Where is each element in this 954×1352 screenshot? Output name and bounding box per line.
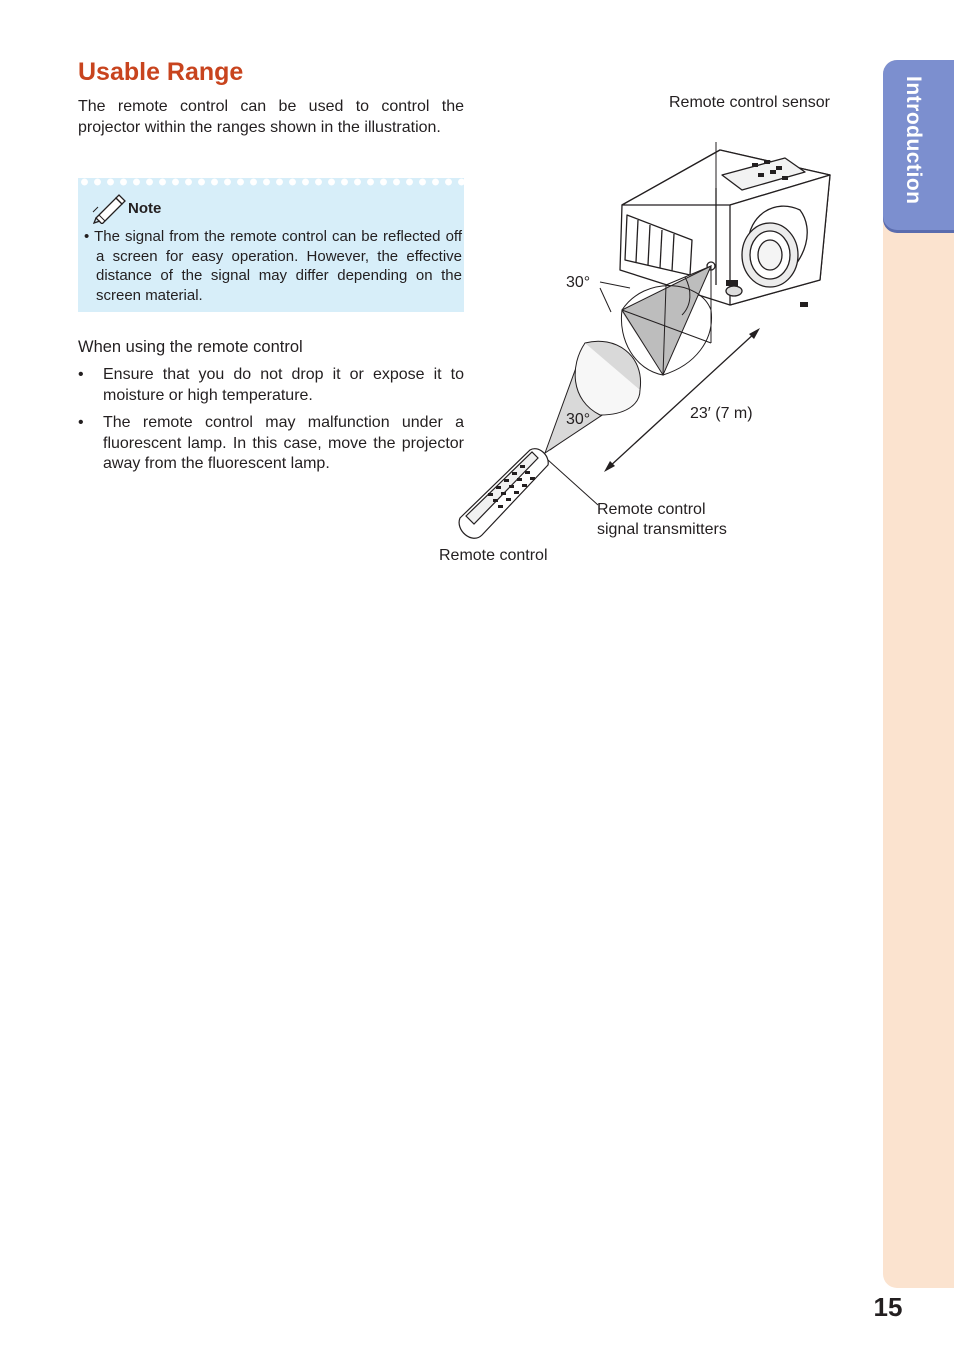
note-bullet: • (84, 228, 90, 245)
remote-signal-cone (545, 341, 641, 453)
usage-heading: When using the remote control (78, 338, 303, 356)
pencil-icon (92, 194, 126, 224)
usage-list (78, 365, 464, 482)
intro-paragraph: The remote control can be used to control the projector within the ranges shown in the illustration. (78, 98, 464, 136)
section-tab-label: Introduction (902, 76, 925, 205)
angle-leader-top (600, 282, 630, 288)
angle-leader-top-2 (600, 288, 611, 312)
list-item-text: Ensure that you do not drop it or expose it to moisture or high temperature. (103, 366, 464, 404)
note-body: The signal from the remote control can be reflected off a screen for easy operation. However, the effective distance of the signal may differ depending on the screen material. (94, 228, 462, 304)
distance-label: 23′ (7 m) (690, 405, 753, 422)
remote-control-illustration (459, 449, 548, 539)
note-text (84, 227, 462, 305)
note-label: Note (128, 200, 162, 217)
page-title: Usable Range (78, 58, 244, 86)
bullet-dot: • (78, 366, 84, 383)
section-strip (883, 60, 954, 1288)
bullet-dot: • (78, 414, 84, 431)
page-number: 15 (873, 1292, 903, 1322)
transmitters-label-line1: Remote control (597, 501, 706, 518)
usable-range-illustration (430, 80, 870, 570)
transmitters-label-line2: signal transmitters (597, 521, 727, 538)
sensor-label: Remote control sensor (669, 94, 830, 111)
remote-control-label: Remote control (439, 547, 548, 564)
list-item (78, 413, 464, 475)
angle-label-top: 30° (566, 274, 591, 291)
note-box (78, 178, 464, 312)
projector-illustration (620, 150, 830, 307)
angle-label-bottom: 30° (566, 411, 591, 428)
note-dots-border (78, 178, 464, 188)
list-item-text: The remote control may malfunction under a fluorescent lamp. In this case, move the projector away from the fluorescent lamp. (103, 414, 464, 472)
transmitter-leader-line (548, 460, 598, 505)
list-item (78, 365, 464, 406)
